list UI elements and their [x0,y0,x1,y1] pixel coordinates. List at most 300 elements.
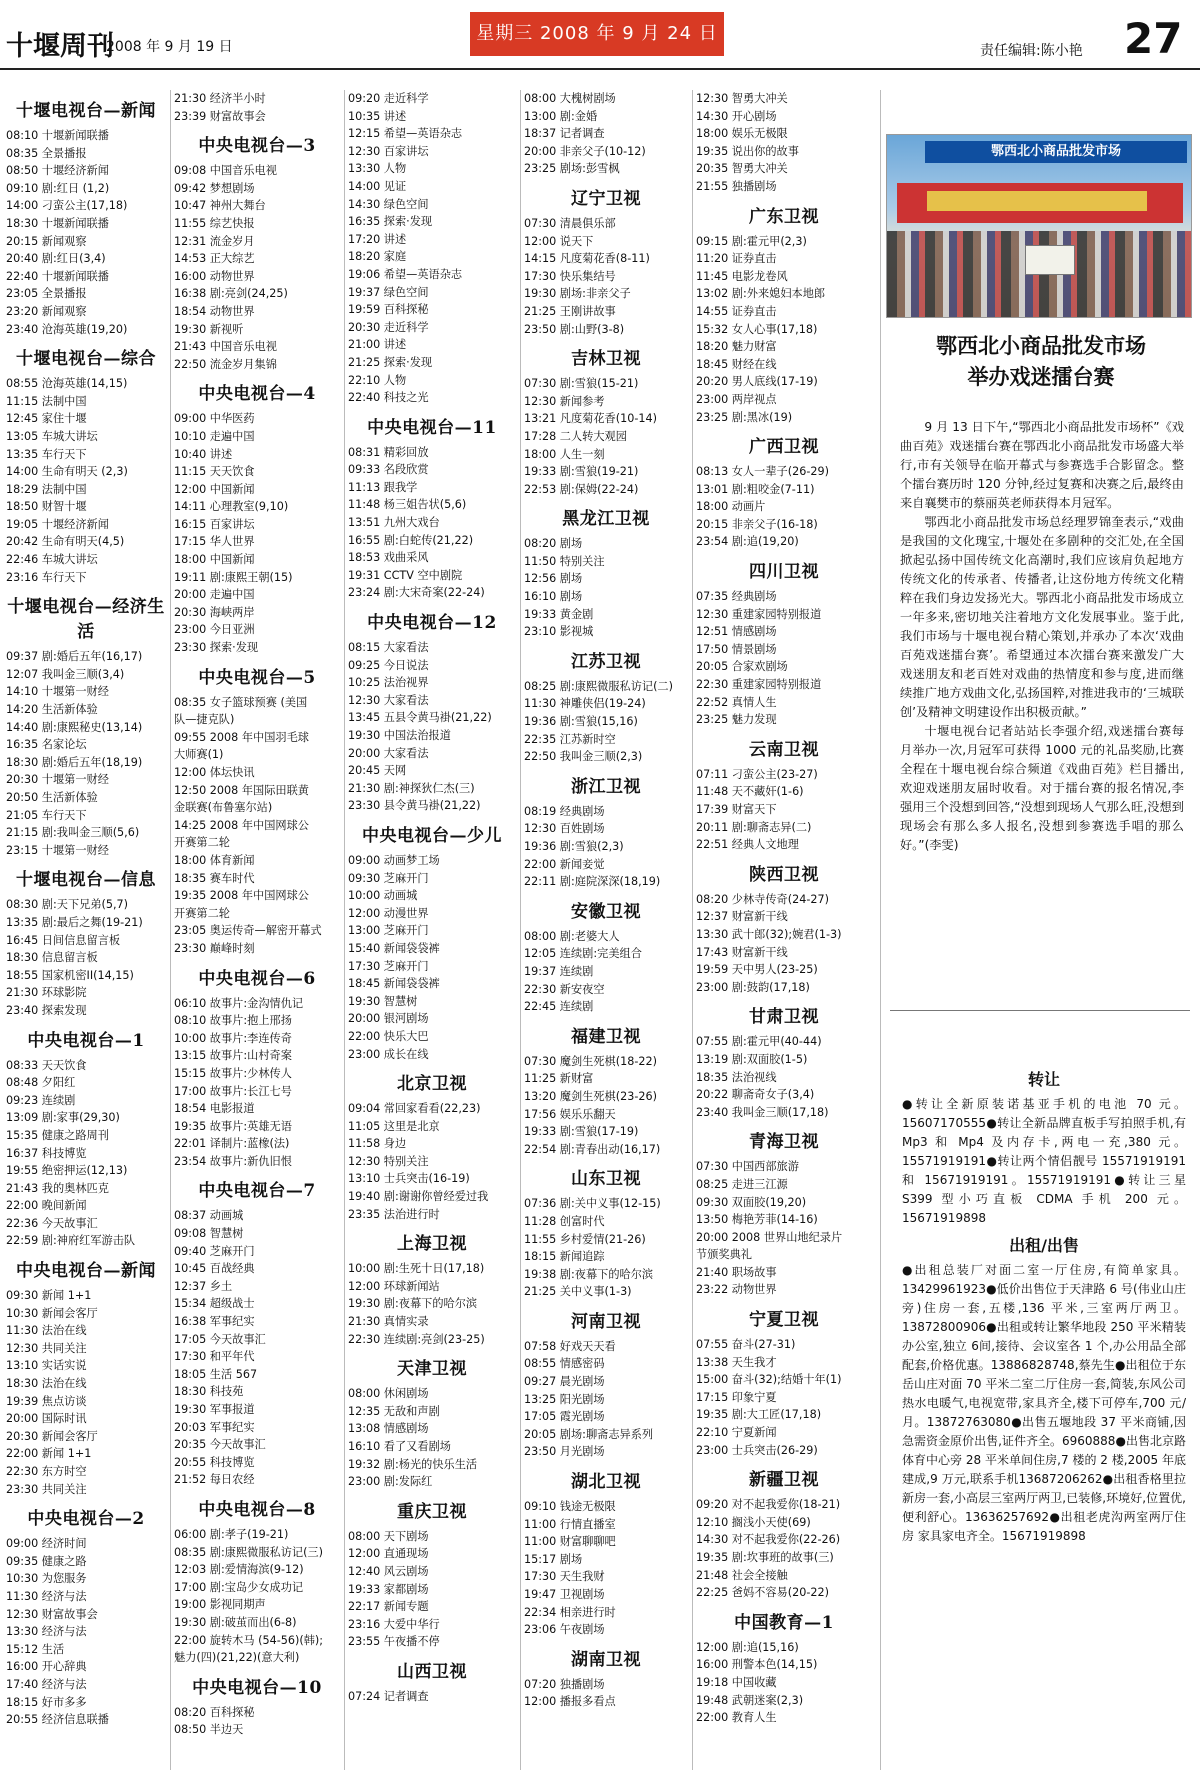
program-listing: 16:15 百家讲坛 [174,517,255,531]
program-listing: 23:00 今日亚洲 [174,623,255,637]
program-listing: 23:00 剧:发际红 [348,1475,433,1489]
program-listing: 07:24 记者调查 [348,1689,429,1703]
program-listing: 07:36 剧:关中义事(12-15) [524,1197,661,1211]
program-listing: 15:34 超级战士 [174,1297,255,1311]
program-listing: 14:15 凡度菊花香(8-11) [524,252,650,266]
program-listing: 16:00 开心辞典 [6,1660,87,1674]
program-listing: 12:50 2008 年国际田联黄 [174,783,309,797]
channel-title: 中国教育—1 [734,1612,834,1633]
article-paragraph: 十堰电视台记者站站长李强介绍,戏迷擂台赛每月举办一次,月冠军可获得 1000 元的礼品奖励,比赛全程在十堰电视台综合频道《戏曲百苑》栏目播出,欢迎戏迷朋友届时收看。对于擂台赛的报名情况,李强用三个没想到回答,“没想到现场人气那么旺,没想到现场会有那么多人报名,没想到参赛选手唱的那么好。”(李雯) [900,724,1184,852]
program-listing: 16:35 名家论坛 [6,738,87,752]
program-listing: 22:30 连续剧:亮剑(23-25) [348,1332,485,1346]
channel-title: 中央电视台—新闻 [16,1261,156,1282]
program-listing: 13:20 魔剑生死棋(23-26) [524,1089,657,1103]
channel-title: 上海卫视 [397,1234,467,1255]
program-listing: 19:32 剧:杨光的快乐生活 [348,1457,478,1471]
column-divider [344,90,345,1770]
program-listing: 20:00 银河剧场 [348,1012,429,1026]
channel-title: 安徽卫视 [571,901,641,922]
program-listing: 10:40 讲述 [174,447,233,461]
column-divider [692,90,693,1770]
channel-title: 天津卫视 [397,1359,467,1380]
program-listing: 09:15 剧:霍元甲(2,3) [696,234,807,248]
program-listing: 09:23 连续剧 [6,1093,76,1107]
program-listing: 15:12 生活 [6,1642,65,1656]
program-listing: 17:30 和平年代 [174,1350,255,1364]
program-listing: 07:58 好戏天天看 [524,1339,616,1353]
channel-title: 河南卫视 [571,1311,641,1332]
channel-title: 十堰电视台—信息 [16,870,156,891]
program-listing: 23:00 剧:鼓韵(17,18) [696,980,810,994]
program-listing: 13:38 天生我才 [696,1355,777,1369]
program-listing: 08:00 大槐树剧场 [524,92,616,105]
program-listing: 20:00 走遍中国 [174,588,255,602]
program-listing: 19:05 十堰经济新闻 [6,517,109,531]
program-listing: 17:43 财富新干线 [696,945,788,959]
channel-section [696,735,872,854]
program-listing: 12:00 动漫世界 [348,906,429,920]
program-listing: 08:20 剧场 [524,537,583,551]
program-listing: 09:42 梦想剧场 [174,181,255,195]
program-listing: 22:00 旋转木马 (54-56)(韩); [174,1633,324,1647]
channel-section [696,1608,872,1727]
program-listing: 19:35 剧:坎事班的故事(三) [696,1551,834,1564]
channel-title: 中央电视台—11 [367,417,497,438]
program-listing: 17:15 印象宁夏 [696,1390,777,1404]
program-listing: 21:43 中国音乐电视 [174,340,277,354]
program-listing: 23:50 剧:山野(3-8) [524,322,625,336]
program-listing: 20:30 新闻会客厅 [6,1429,98,1443]
program-listing: 19:59 天中男人(23-25) [696,963,818,977]
program-listing: 17:30 天生我财 [524,1570,605,1584]
channel-section [696,202,872,427]
transfer-ads: ●转让全新原装诺基亚手机的电池 70 元。15607170555●转让全新品牌直板手写拍照手机,有 Mp3 和 Mp4 及内存卡,两电一充,380 元。15571919191●转让两个情侣靓号 15571919191 和 15671919191。15571919191●转让三星 S399 型小巧直板 CDMA 手机 200 元。15671919898 [902,1097,1186,1225]
program-listing: 21:15 剧:我叫金三顺(5,6) [6,826,140,840]
program-listing: 19:55 绝密押运(12,13) [6,1164,128,1178]
program-listing: 11:58 身边 [348,1137,407,1151]
column-divider [170,90,171,1770]
program-listing: 13:30 经济与法 [6,1625,87,1639]
program-listing: 08:10 十堰新闻联播 [6,129,109,142]
program-listing: 12:00 说天下 [524,234,594,248]
program-listing: 09:04 常回家看看(22,23) [348,1102,481,1116]
article-body [900,418,1184,855]
page-number: 27 [1124,14,1183,63]
program-listing: 09:35 健康之路 [6,1554,87,1568]
program-listing: 13:00 剧:金婚 [524,109,598,123]
program-listing: 11:00 行情直播室 [524,1517,616,1531]
channel-title: 新疆卫视 [749,1470,819,1491]
channel-section [348,413,516,602]
channel-section [348,1657,516,1706]
program-listing: 08:30 剧:天下兄弟(5,7) [6,898,129,912]
program-listing: 23:24 剧:大宋奇案(22-24) [348,586,485,600]
channel-section [348,90,516,407]
program-listing: 11:48 天不藏奸(1-6) [696,785,804,799]
channel-title: 青海卫视 [749,1132,819,1153]
program-listing: 20:40 剧:红日(3,4) [6,252,106,266]
program-listing: 17:00 剧:宝岛少女成功记 [174,1580,304,1594]
program-listing: 09:00 中华医药 [174,412,255,426]
program-listing: 15:32 女人心事(17,18) [696,322,818,336]
program-listing: 19:30 智慧树 [348,994,418,1008]
program-listing: 21:40 职场故事 [696,1265,777,1279]
program-listing: 10:47 神州大舞台 [174,199,266,213]
channel-title: 中央电视台—12 [367,613,497,634]
program-listing: 19:37 连续剧 [524,964,594,978]
program-listing: 07:55 剧:霍元甲(40-44) [696,1035,822,1049]
channel-title: 中央电视台—少儿 [362,825,502,846]
program-listing: 18:20 家庭 [348,250,407,264]
channel-section [524,1645,688,1711]
program-listing: 魅力(四)(21,22)(意大利) [174,1651,300,1665]
program-listing: 23:50 月光剧场 [524,1445,605,1459]
program-listing: 08:37 动画城 [174,1209,244,1223]
program-listing: 18:30 信息留言板 [6,951,98,965]
program-listing: 08:20 百科探秘 [174,1705,255,1719]
program-listing: 23:54 故事片:新仇旧恨 [174,1154,292,1168]
program-listing: 23:25 剧场:彭雪枫 [524,162,620,176]
channel-section [696,1002,872,1121]
photo-banner-text: 鄂西北小商品批发市场 [925,141,1187,163]
program-listing: 15:15 故事片:少林传人 [174,1066,292,1080]
program-listing: 19:59 百科探秘 [348,303,429,317]
column-divider [880,90,881,1770]
channel-section [6,592,166,859]
program-listing: 19:00 影视同期声 [174,1598,266,1612]
program-listing: 16:38 剧:亮剑(24,25) [174,287,288,301]
program-listing: 13:45 五县令黄马褂(21,22) [348,711,492,725]
program-listing: 21:43 我的奥林匹克 [6,1181,109,1195]
program-listing: 08:10 故事片:抱上邢扬 [174,1014,292,1028]
channel-section [6,96,166,338]
channel-title: 吉林卫视 [571,349,641,370]
program-listing: 14:00 刁蛮公主(17,18) [6,199,128,213]
channel-title: 中央电视台—3 [198,136,316,157]
program-listing: 18:30 法治在线 [6,1377,87,1391]
program-listing: 23:40 探索发现 [6,1003,87,1017]
program-listing: 14:30 开心剧场 [696,109,777,123]
program-listing: 金联赛(布鲁塞尔站) [174,801,273,815]
program-listing: 07:30 剧:雪狼(15-21) [524,377,639,391]
program-listing: 23:35 法治进行时 [348,1207,440,1221]
program-listing: 12:00 直通现场 [348,1547,429,1561]
program-listing: 18:30 剧:婚后五年(18,19) [6,755,143,769]
program-listing: 22:10 宁夏新闻 [696,1426,777,1440]
program-listing: 18:30 科技苑 [174,1385,244,1399]
channel-title: 湖北卫视 [571,1472,641,1493]
program-listing: 19:35 剧:大工匠(17,18) [696,1408,822,1422]
program-listing: 17:40 经济与法 [6,1677,87,1691]
program-listing: 14:40 剧:康熙秘史(13,14) [6,720,143,734]
program-listing: 10:35 讲述 [348,109,407,123]
program-listing: 18:37 记者调查 [524,127,605,141]
program-listing: 12:31 流金岁月 [174,234,255,248]
program-listing: 12:30 重建家园特别报道 [696,607,822,621]
channel-title: 甘肃卫视 [749,1007,819,1028]
program-listing: 17:56 娱乐乐翻天 [524,1107,616,1121]
channel-section [524,344,688,498]
program-listing: 19:33 家都剧场 [348,1582,429,1596]
program-listing: 17:05 霞光剧场 [524,1410,605,1424]
program-listing: 19:30 剧:破茧而出(6-8) [174,1615,297,1629]
channel-title: 陕西卫视 [749,864,819,885]
program-listing: 16:55 剧:白蛇传(21,22) [348,533,474,547]
channel-section [6,344,166,586]
program-listing: 09:00 动画梦工场 [348,853,440,867]
program-listing: 23:00 士兵突击(26-29) [696,1443,818,1457]
program-listing: 23:30 县令黄马褂(21,22) [348,799,481,813]
program-listing: 09:20 对不起我爱你(18-21) [696,1498,841,1512]
program-listing: 14:00 生命有明天 (2,3) [6,465,128,479]
article-paragraph: 鄂西北小商品批发市场总经理罗锦奎表示,“戏曲是我国的文化瑰宝,十堰处在多剧种的交汇处,在全国掀起弘扬中国传统文化高潮时,我们应该肩负起地方传统文化的传承者、传播者,让这份地方传统文化精粹在我们身边发扬光大。鄂西北小商品批发市场成立一年多来,密切地关注着地方文化发展事业。鉴于此,我们市场与十堰电视台精心策划,并承办了本次‘戏曲百苑戏迷擂台赛’。希望通过本次擂台赛来激发广大戏迷朋友和老百姓对戏曲的热情度和参与度,进而继续推广地方戏曲文化,弘扬国粹,对推进我市的‘三城联创’及精神文明建设作出积极贡献。” [900,515,1184,719]
program-listing: 22:53 剧:保姆(22-24) [524,482,639,496]
program-listing: 11:15 法制中国 [6,394,87,408]
program-listing: 18:15 好市多多 [6,1695,87,1709]
program-listing: 22:00 快乐大巴 [348,1029,429,1043]
program-listing: 06:00 剧:孝子(19-21) [174,1527,289,1541]
program-listing: 22:10 人物 [348,373,407,387]
program-listing: 19:36 剧:雪狼(15,16) [524,715,638,729]
program-listing: 18:35 法治视线 [696,1070,777,1084]
editor-credit: 责任编辑:陈小艳 [980,43,1083,59]
program-listing: 18:00 体育新闻 [174,853,255,867]
program-listing: 10:45 百战经典 [174,1262,255,1276]
program-listing: 08:55 沧海英雄(14,15) [6,377,128,391]
program-listing: 21:55 独播剧场 [696,179,777,193]
program-listing: 22:50 我叫金三顺(2,3) [524,750,643,764]
channel-title: 中央电视台—6 [198,968,316,989]
channel-title: 中央电视台—5 [198,667,316,688]
program-listing: 19:38 剧:夜幕下的哈尔滨 [524,1267,654,1281]
program-listing: 22:00 新闻 1+1 [6,1447,92,1461]
program-listing: 19:33 黄金剧 [524,607,594,621]
program-listing: 12:30 特别关注 [348,1154,429,1168]
program-listing: 23:05 全景播报 [6,287,87,301]
program-listing: 09:27 晨光剧场 [524,1375,605,1389]
program-listing: 22:11 剧:庭院深深(18,19) [524,875,661,889]
channel-title: 江苏卫视 [571,651,641,672]
program-listing: 18:30 十堰新闻联播 [6,216,109,230]
program-listing: 17:28 二人转大观园 [524,429,627,443]
program-listing: 09:08 中国音乐电视 [174,164,277,178]
channel-section [174,964,340,1171]
listing-column-1 [6,90,166,1770]
program-listing: 11:20 证券直击 [696,252,777,266]
channel-title: 十堰电视台—综合 [16,349,156,370]
program-listing: 13:05 车城大讲坛 [6,429,98,443]
program-listing: 20:05 合家欢剧场 [696,660,788,674]
program-listing: 13:35 剧:最后之舞(19-21) [6,915,143,929]
channel-section [174,90,340,125]
program-listing: 16:38 军事纪实 [174,1315,255,1329]
channel-section [696,557,872,729]
channel-title: 山西卫视 [397,1661,467,1682]
program-listing: 13:30 武十郎(32);婉君(1-3) [696,927,842,941]
program-listing: 07:30 魔剑生死棋(18-22) [524,1054,657,1068]
program-listing: 17:20 讲述 [348,232,407,246]
program-listing: 19:30 新视听 [174,322,244,336]
program-listing: 12:00 环球新闻站 [348,1279,440,1293]
program-listing: 16:37 科技博览 [6,1146,87,1160]
channel-title: 云南卫视 [749,739,819,760]
program-listing: 10:30 新闻会客厅 [6,1306,98,1320]
program-listing: 12:51 情感剧场 [696,625,777,639]
program-listing: 10:00 剧:生死十日(17,18) [348,1262,485,1276]
program-listing: 20:05 剧场:聊斋志异系列 [524,1427,654,1441]
program-listing: 09:20 走近科学 [348,92,429,105]
program-listing: 10:00 故事片:李连传奇 [174,1031,292,1045]
channel-title: 湖南卫视 [571,1649,641,1670]
channel-section [524,504,688,641]
program-listing: 11:55 综艺快报 [174,216,255,230]
program-listing: 08:35 全景播报 [6,146,87,160]
program-listing: 16:10 看了又看剧场 [348,1440,451,1453]
program-listing: 23:30 探索·发现 [174,641,259,655]
program-listing: 08:19 经典剧场 [524,804,605,818]
program-listing: 19:06 希望—英语杂志 [348,267,463,281]
issue-date: 2008 年 9 月 19 日 [106,39,233,55]
channel-title: 中央电视台—10 [192,1677,322,1698]
program-listing: 08:50 十堰经济新闻 [6,164,109,178]
program-listing: 15:40 新闻袋袋裤 [348,941,440,955]
program-listing: 08:31 精彩回放 [348,445,429,459]
program-listing: 22:17 新闻专题 [348,1600,429,1614]
program-listing: 23:40 我叫金三顺(17,18) [696,1105,829,1119]
channel-title: 北京卫视 [397,1074,467,1095]
program-listing: 12:03 剧:爱情海滨(9-12) [174,1563,304,1577]
program-listing: 21:30 剧:神探狄仁杰(三) [348,781,475,795]
program-listing: 18:45 财经在线 [696,357,777,371]
program-listing: 20:00 大家看法 [348,746,429,760]
channel-title: 广西卫视 [749,437,819,458]
program-listing: 22:59 剧:神府红军游击队 [6,1234,136,1248]
program-listing: 23:16 大爱中华行 [348,1617,440,1631]
program-listing: 13:25 阳光剧场 [524,1392,605,1406]
program-listing: 12:30 新闻参考 [524,394,605,408]
program-listing: 22:52 真情人生 [696,695,777,709]
program-listing: 08:00 剧:老婆大人 [524,929,620,943]
channel-title: 山东卫视 [571,1169,641,1190]
program-listing: 08:35 女子篮球预赛 (美国 [174,695,308,709]
program-listing: 22:30 重建家园特别报道 [696,678,822,692]
program-listing: 08:33 天天饮食 [6,1058,87,1072]
program-listing: 23:40 沧海英雄(19,20) [6,322,128,336]
program-listing: 12:30 百家讲坛 [348,144,429,158]
channel-title: 中央电视台—1 [27,1030,145,1051]
program-listing: 09:30 芝麻开门 [348,871,429,885]
program-listing: 节颁奖典礼 [696,1248,752,1262]
listing-column-4 [524,90,688,1770]
program-listing: 13:10 实话实说 [6,1359,87,1373]
channel-section [696,860,872,997]
program-listing: 08:48 夕阳红 [6,1076,76,1090]
program-listing: 16:00 动物世界 [174,269,255,283]
channel-section [524,772,688,891]
program-listing: 17:00 故事片:长江七号 [174,1084,292,1098]
program-listing: 20:42 生命有明天(4,5) [6,535,125,549]
program-listing: 22:50 流金岁月集锦 [174,357,277,371]
program-listing: 12:56 剧场 [524,572,583,586]
program-listing: 11:45 电影龙卷风 [696,269,788,283]
program-listing: 20:35 智勇大冲关 [696,162,788,176]
program-listing: 14:20 生活新体验 [6,703,98,717]
program-listing: 21:00 讲述 [348,338,407,352]
program-listing: 22:30 东方时空 [6,1465,87,1478]
program-listing: 20:00 非亲父子(10-12) [524,144,646,158]
program-listing: 19:33 剧:雪狼(19-21) [524,465,639,479]
channel-section [348,821,516,1063]
channel-section [348,1497,516,1651]
program-listing: 21:48 社会全接触 [696,1568,788,1582]
channel-section [174,379,340,656]
channel-section [524,647,688,766]
program-listing: 08:25 剧:康熙微服私访记(二) [524,679,673,693]
program-listing: 13:00 芝麻开门 [348,924,429,938]
program-listing: 20:03 军事纪实 [174,1420,255,1434]
program-listing: 09:10 钱途无极限 [524,1500,616,1514]
program-listing: 20:45 天网 [348,764,407,778]
program-listing: 21:05 车行天下 [6,808,87,822]
program-listing: 11:30 神雕侠侣(19-24) [524,697,646,711]
channel-title: 中央电视台—2 [27,1509,145,1530]
program-listing: 22:01 译制片:蓝橡(法) [174,1137,290,1151]
program-listing: 19:30 剧:夜幕下的哈尔滨 [348,1297,478,1311]
classifieds [902,1062,1186,1546]
page-header [0,0,1200,76]
column-divider [520,90,521,1770]
program-listing: 13:02 剧:外来媳妇本地郎 [696,287,826,301]
program-listing: 18:15 新闻追踪 [524,1250,605,1264]
program-listing: 12:15 希望—英语杂志 [348,127,463,141]
channel-title: 重庆卫视 [397,1501,467,1522]
program-listing: 20:30 走近科学 [348,320,429,334]
channel-section [174,663,340,958]
program-listing: 22:45 连续剧 [524,1000,594,1014]
channel-section [348,1354,516,1491]
program-listing: 12:10 搁浅小天使(69) [696,1515,811,1529]
program-listing: 11:25 新财富 [524,1072,594,1086]
program-listing: 08:55 情感密码 [524,1357,605,1371]
channel-title: 十堰电视台—新闻 [16,101,156,121]
channel-section [6,865,166,1019]
channel-section [524,1467,688,1639]
program-listing: 23:30 共同关注 [6,1482,87,1496]
program-listing: 14:30 绿色空间 [348,197,429,211]
program-listing: 12:00 中国新闻 [174,482,255,496]
channel-title: 中央电视台—7 [198,1181,316,1202]
program-listing: 06:10 故事片:金沟情仇记 [174,996,304,1010]
program-listing: 19:11 剧:康熙王朝(15) [174,570,293,584]
program-listing: 20:15 新闻观察 [6,234,87,248]
program-listing: 22:00 新闻妾觉 [524,857,605,871]
program-listing: 15:00 奋斗(32);结婚十年(1) [696,1373,842,1387]
program-listing: 21:30 经济半小时 [174,92,266,105]
program-listing: 09:33 名段欣赏 [348,463,429,477]
program-listing: 12:07 我叫金三顺(3,4) [6,667,125,681]
program-listing: 22:54 剧:青春出动(16,17) [524,1142,661,1156]
program-listing: 08:00 休闲剧场 [348,1387,429,1401]
transfer-heading: 转让 [1027,1070,1060,1089]
channel-section [524,90,688,178]
program-listing: 08:00 天下剧场 [348,1529,429,1543]
photo-award-board [1025,245,1075,275]
channel-title: 宁夏卫视 [749,1310,819,1331]
program-listing: 16:45 日间信息留言板 [6,933,121,947]
program-listing: 07:35 经典剧场 [696,590,777,604]
program-listing: 19:35 故事片:英雄无语 [174,1119,292,1133]
program-listing: 23:30 巅峰时刻 [174,941,255,955]
